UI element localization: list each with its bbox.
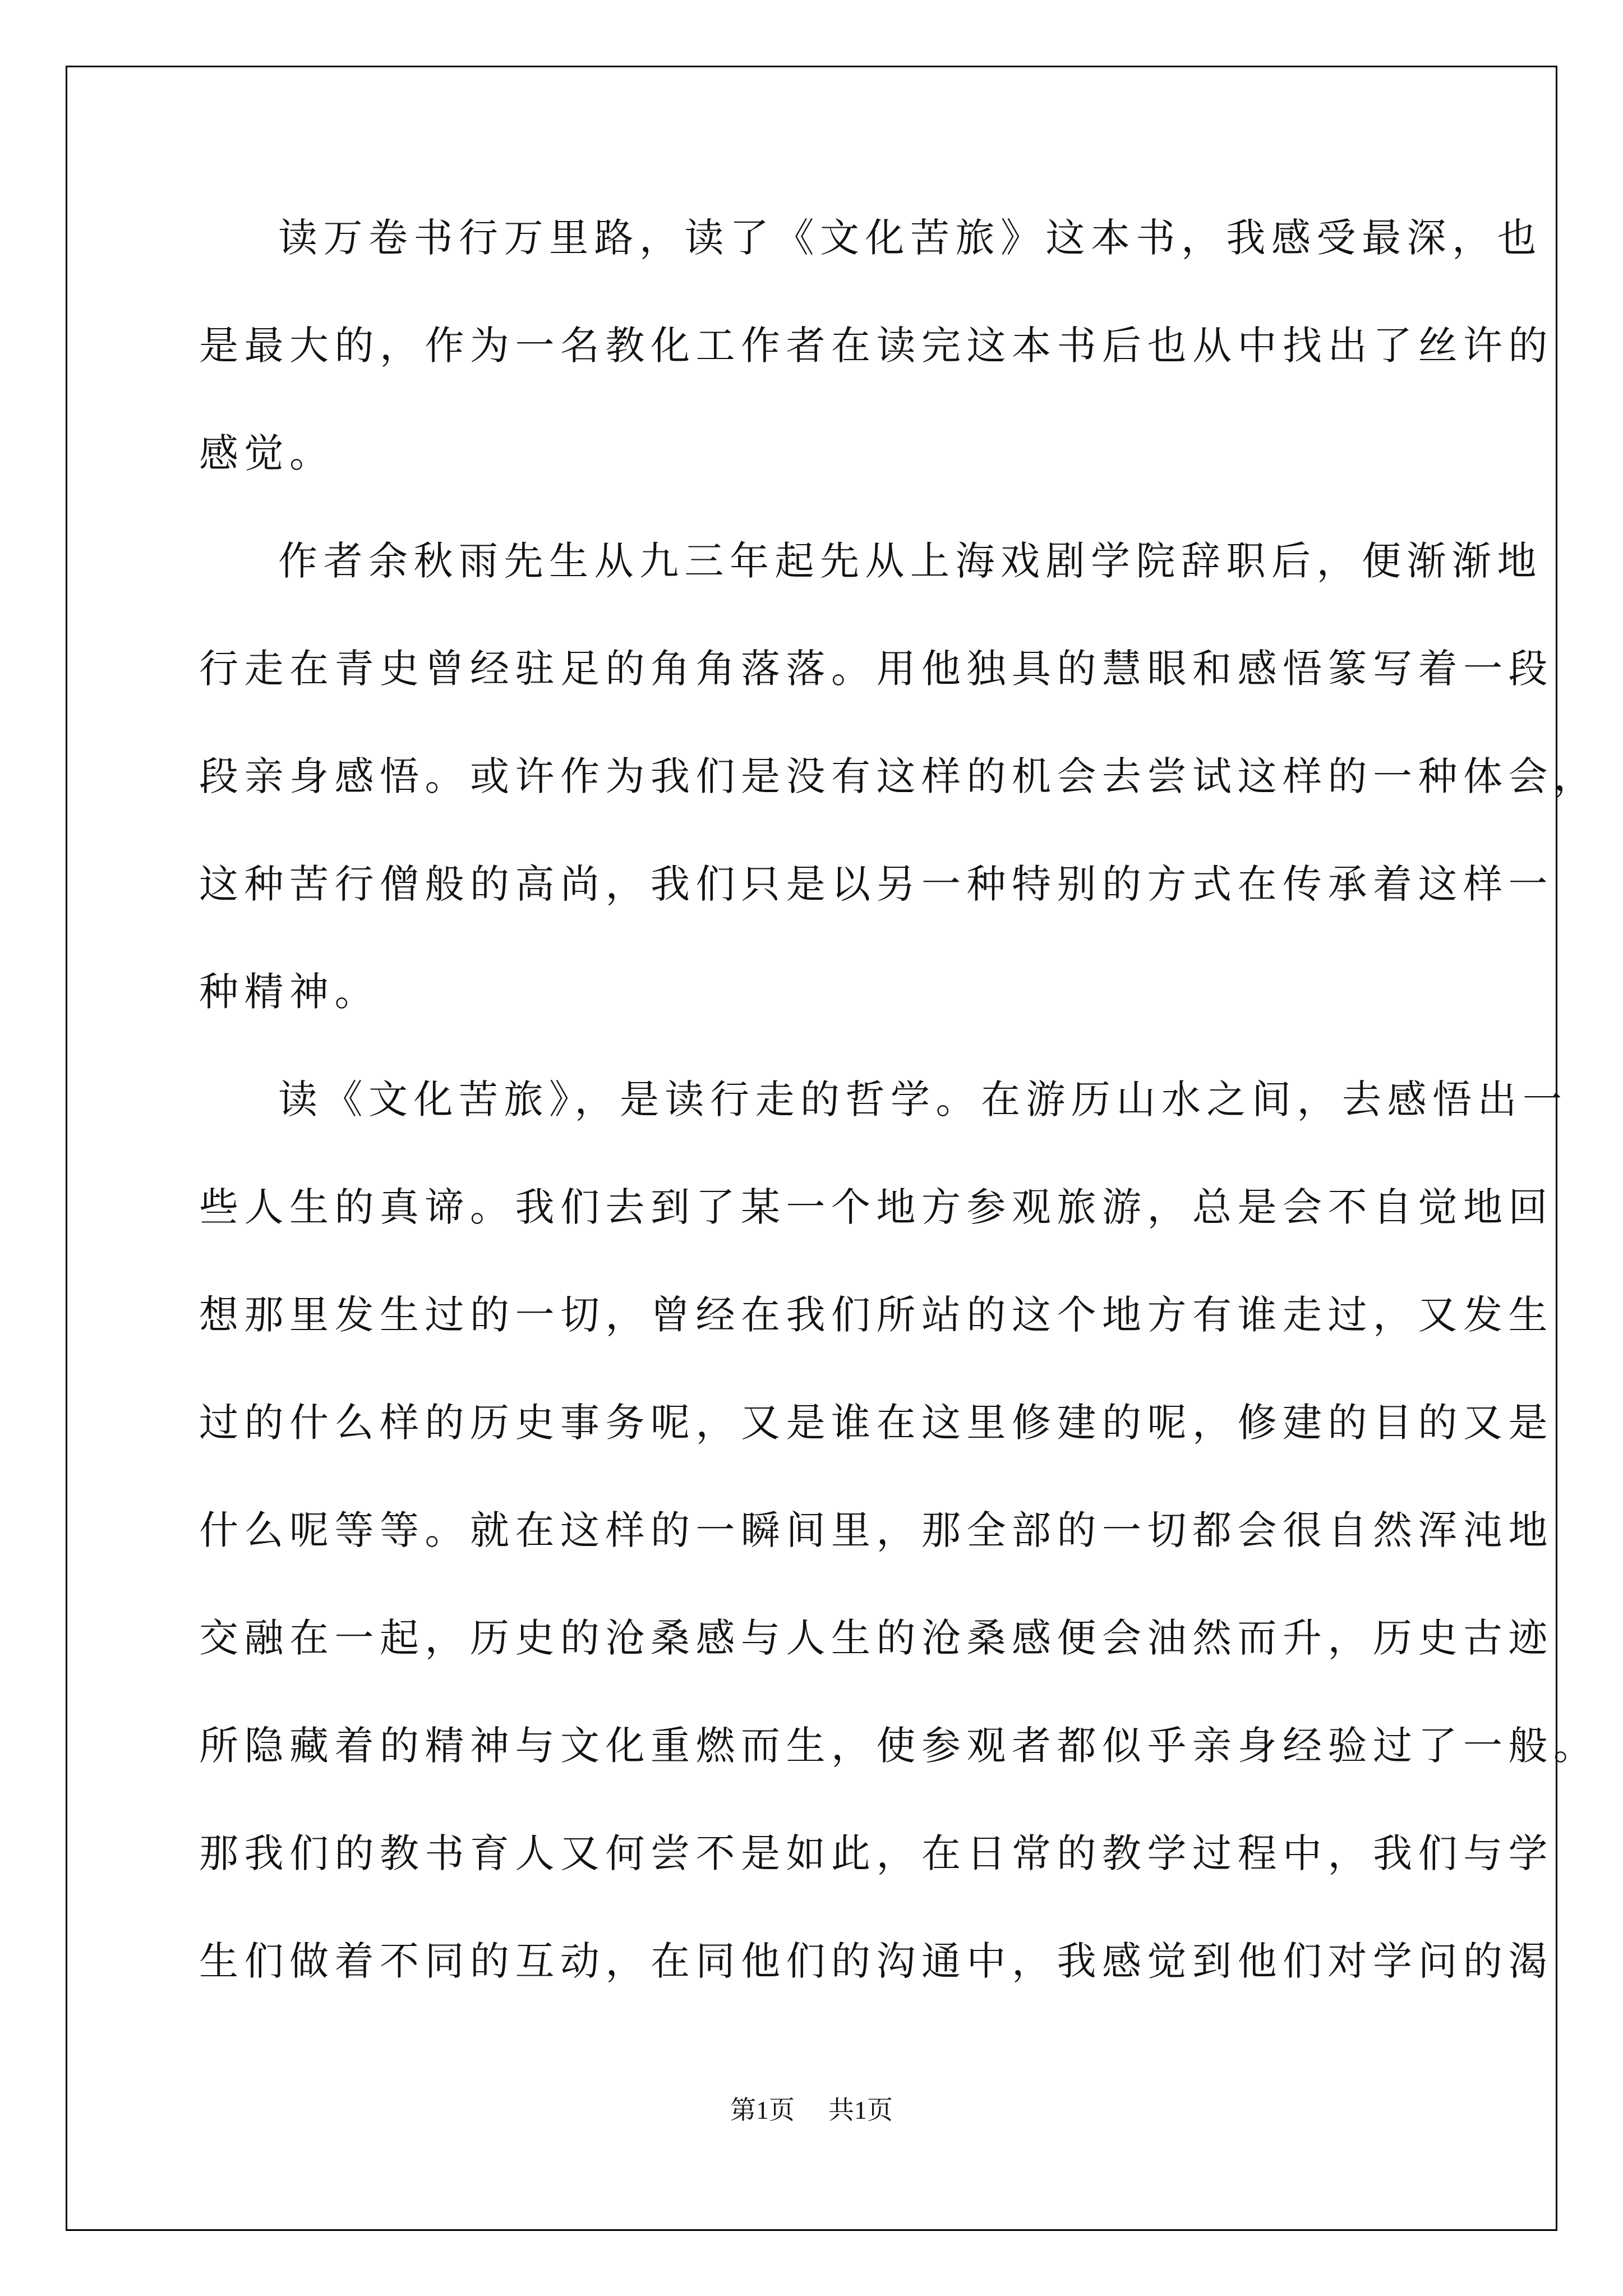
page-footer [0, 2093, 1623, 2127]
text-line: 读万卷书行万里路，读了《文化苦旅》这本书，我感受最深，也 [278, 215, 1542, 261]
text-line: 所隐藏着的精神与文化重燃而生，使参观者都似乎亲身经验过了一般。 [199, 1723, 1599, 1769]
text-line: 交融在一起，历史的沧桑感与人生的沧桑感便会油然而升，历史古迹 [199, 1615, 1553, 1661]
text-line: 段亲身感悟。或许作为我们是没有这样的机会去尝试这样的一种体会， [199, 753, 1599, 799]
text-line: 过的什么样的历史事务呢，又是谁在这里修建的呢，修建的目的又是 [199, 1400, 1553, 1446]
page-total: 共1页 [828, 2096, 893, 2124]
text-line: 那我们的教书育人又何尝不是如此，在日常的教学过程中，我们与学 [199, 1830, 1553, 1876]
text-line: 想那里发生过的一切，曾经在我们所站的这个地方有谁走过，又发生 [199, 1292, 1553, 1338]
text-line: 些人生的真谛。我们去到了某一个地方参观旅游，总是会不自觉地回 [199, 1184, 1553, 1230]
text-line: 行走在青史曾经驻足的角角落落。用他独具的慧眼和感悟篆写着一段 [199, 646, 1553, 692]
text-line: 感觉。 [199, 430, 335, 476]
text-line: 读《文化苦旅》，是读行走的哲学。在游历山水之间，去感悟出一 [278, 1076, 1568, 1122]
text-line: 生们做着不同的互动，在同他们的沟通中，我感觉到他们对学问的渴 [199, 1938, 1553, 1984]
document-body [199, 212, 1599, 2043]
text-line: 是最大的，作为一名教化工作者在读完这本书后也从中找出了丝许的 [199, 323, 1553, 369]
text-line: 种精神。 [199, 969, 380, 1015]
text-line: 作者余秋雨先生从九三年起先从上海戏剧学院辞职后，便渐渐地 [278, 538, 1542, 584]
text-line: 什么呢等等。就在这样的一瞬间里，那全部的一切都会很自然浑沌地 [199, 1507, 1553, 1553]
text-line: 这种苦行僧般的高尚，我们只是以另一种特别的方式在传承着这样一 [199, 861, 1553, 907]
page-number: 第1页 [730, 2096, 795, 2124]
